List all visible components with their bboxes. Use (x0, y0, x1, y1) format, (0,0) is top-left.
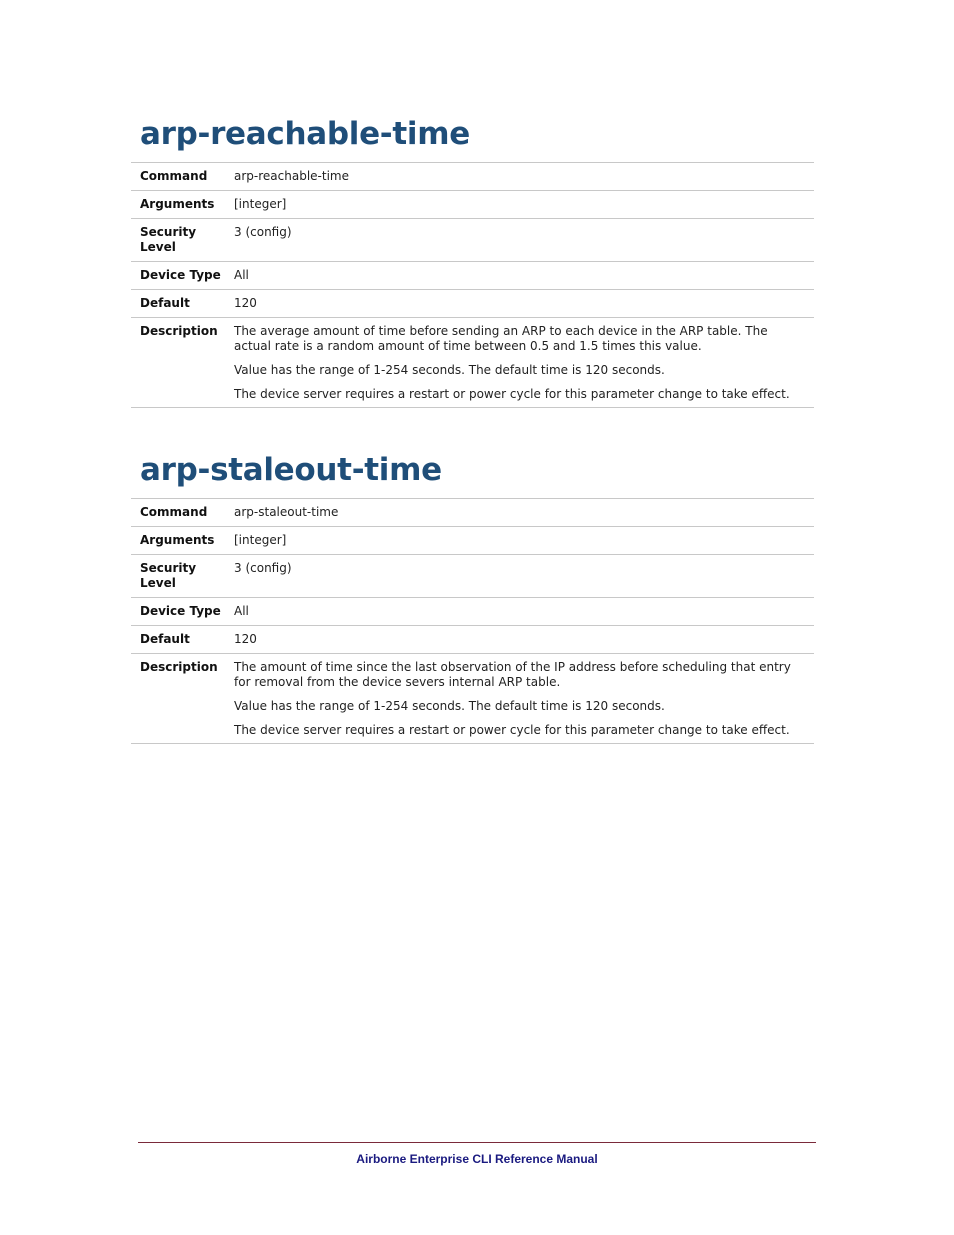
row-label: Default (140, 296, 190, 310)
description-paragraph: Value has the range of 1-254 seconds. The default time is 120 seconds. (234, 699, 665, 713)
table-row-security-level (131, 555, 814, 598)
table-row-security-level (131, 219, 814, 262)
row-value: All (234, 604, 249, 618)
row-value: 120 (234, 632, 257, 646)
section-arp-staleout-time (131, 446, 814, 744)
parameter-table (131, 162, 814, 408)
row-label: Default (140, 632, 190, 646)
parameter-table (131, 498, 814, 744)
row-label: Description (140, 660, 218, 674)
table-row-device-type (131, 598, 814, 626)
row-value: arp-reachable-time (234, 169, 349, 183)
row-label: Arguments (140, 533, 215, 547)
section-title: arp-reachable-time (140, 116, 470, 152)
table-row-command (131, 163, 814, 191)
section-title: arp-staleout-time (140, 452, 442, 488)
row-value: 3 (config) (234, 561, 292, 575)
table-row-default (131, 290, 814, 318)
row-label: Security Level (140, 225, 197, 254)
row-value: 120 (234, 296, 257, 310)
row-value: 3 (config) (234, 225, 292, 239)
description-paragraph: The device server requires a restart or power cycle for this parameter change to take effect. (234, 723, 790, 737)
description-paragraph: The amount of time since the last observation of the IP address before scheduling that entry for removal from the device severs internal ARP table. (234, 660, 791, 689)
description-paragraph: The device server requires a restart or power cycle for this parameter change to take effect. (234, 387, 790, 401)
table-row-arguments (131, 191, 814, 219)
row-value: [integer] (234, 197, 287, 211)
footer-divider (138, 1142, 816, 1143)
row-label: Command (140, 169, 208, 183)
description-paragraph: The average amount of time before sending an ARP to each device in the ARP table. The actual rate is a random amount of time between 0.5 and 1.5 times this value. (234, 324, 768, 353)
row-value: [integer] (234, 533, 287, 547)
description-paragraph: Value has the range of 1-254 seconds. The default time is 120 seconds. (234, 363, 665, 377)
row-label: Device Type (140, 604, 221, 618)
description-text (234, 654, 814, 743)
table-row-command (131, 499, 814, 527)
row-label: Description (140, 324, 218, 338)
row-label: Command (140, 505, 208, 519)
table-row-description (131, 654, 814, 744)
row-label: Arguments (140, 197, 215, 211)
row-value: arp-staleout-time (234, 505, 339, 519)
table-row-arguments (131, 527, 814, 555)
footer-title: Airborne Enterprise CLI Reference Manual (356, 1152, 598, 1166)
table-row-default (131, 626, 814, 654)
description-text (234, 318, 814, 407)
table-row-description (131, 318, 814, 408)
row-label: Security Level (140, 561, 197, 590)
row-label: Device Type (140, 268, 221, 282)
section-arp-reachable-time (131, 110, 814, 408)
table-row-device-type (131, 262, 814, 290)
row-value: All (234, 268, 249, 282)
